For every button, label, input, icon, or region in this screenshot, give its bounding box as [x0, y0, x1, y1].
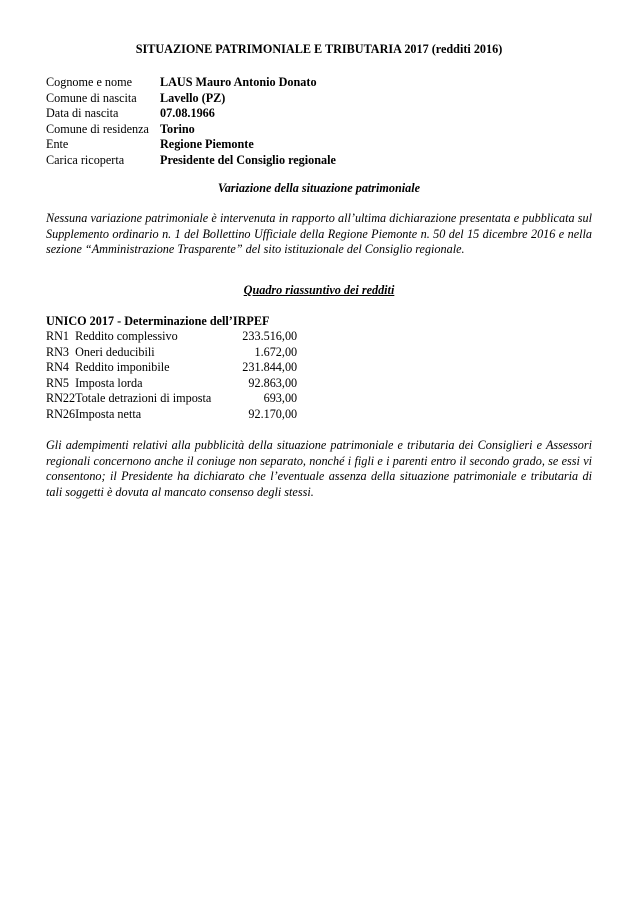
table-row [46, 360, 297, 376]
info-value: Presidente del Consiglio regionale [160, 152, 336, 167]
row-description: Imposta lorda [75, 375, 143, 390]
row-description: Oneri deducibili [75, 344, 155, 359]
row-value: 233.516,00 [242, 329, 298, 343]
row-code: RN1 [46, 329, 70, 343]
table-row [46, 345, 297, 361]
row-value: 1.672,00 [254, 344, 298, 359]
table-row [46, 407, 297, 423]
patrimoniale-text: Nessuna variazione patrimoniale è intervenuta in rapporto all’ultima dichiarazione presentata e pubblicata sul Supplemento ordinario n. 1 del Bollettino Ufficiale della Regione Piemonte n. 50 del 15 dicembre 2016 e nella sezione “Amministrazione Trasparente” del sito istituzionale del Consiglio regionale. [46, 211, 592, 257]
info-label: Comune di residenza [46, 121, 149, 136]
info-value: Torino [160, 121, 195, 136]
info-label: Carica ricoperta [46, 152, 125, 167]
row-value: 92.170,00 [248, 406, 298, 421]
info-value: Regione Piemonte [160, 137, 254, 151]
info-row [46, 153, 336, 169]
row-value: 231.844,00 [242, 360, 298, 375]
row-code: RN4 [46, 360, 70, 375]
info-row [46, 137, 336, 153]
info-label: Ente [46, 137, 69, 151]
row-code: RN3 [46, 344, 70, 359]
info-value: LAUS Mauro Antonio Donato [160, 75, 317, 89]
row-description: Reddito complessivo [75, 329, 178, 343]
row-description: Totale detrazioni di imposta [75, 391, 212, 406]
footer-note: Gli adempimenti relativi alla pubblicità della situazione patrimoniale e tributaria dei Consiglieri e Assessori regionali concernono anche il coniuge non separato, nonché i figli e i parenti entro il secondo grado, se essi vi consentono; il Presidente ha dichiarato che l’eventuale assenza della situazione patrimoniale e tributaria di tali soggetti è dovuta al mancato consenso degli stessi. [46, 438, 592, 499]
info-row [46, 91, 336, 107]
row-description: Reddito imponibile [75, 360, 170, 375]
info-value: Lavello (PZ) [160, 90, 226, 105]
row-code: RN22 [46, 391, 76, 406]
document-title: SITUAZIONE PATRIMONIALE E TRIBUTARIA 2017 (redditi 2016) [135, 42, 503, 56]
table-row [46, 376, 297, 392]
patrimoniale-heading: Variazione della situazione patrimoniale [217, 181, 421, 195]
row-code: RN5 [46, 375, 70, 390]
unico-title: UNICO 2017 - Determinazione dell’IRPEF [46, 314, 270, 328]
info-label: Data di nascita [46, 106, 119, 120]
info-row [46, 106, 336, 122]
info-label: Comune di nascita [46, 90, 137, 105]
info-row [46, 75, 336, 91]
row-value: 693,00 [263, 391, 298, 406]
table-row [46, 329, 297, 345]
row-description: Imposta netta [75, 406, 142, 421]
row-code: RN26 [46, 406, 76, 421]
info-row [46, 122, 336, 138]
table-row [46, 391, 297, 407]
info-value: 07.08.1966 [160, 106, 215, 120]
redditi-heading: Quadro riassuntivo dei redditi [243, 283, 395, 297]
redditi-table [46, 329, 297, 423]
personal-info-table [46, 75, 336, 168]
info-label: Cognome e nome [46, 75, 132, 89]
row-value: 92.863,00 [248, 375, 298, 390]
